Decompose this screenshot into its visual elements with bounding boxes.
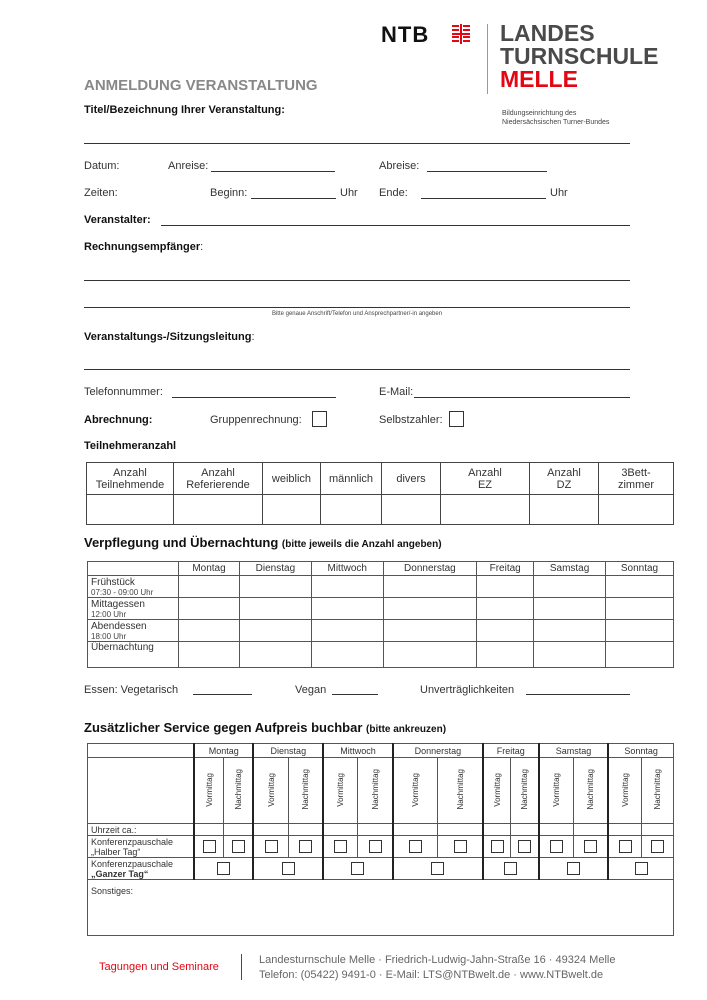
uhrzeit-label: Uhrzeit ca.: [88,824,195,836]
col-anzahl-referierende: Anzahl Referierende [174,463,263,495]
cell [288,836,323,858]
service-day-header: Dienstag [253,744,323,758]
service-corner-2 [88,758,195,824]
cell[interactable] [194,824,224,836]
halber-tag-checkbox[interactable] [550,840,563,853]
cell[interactable] [224,824,254,836]
participants-header-row [87,463,674,495]
teilnehmeranzahl-label: Teilnehmeranzahl [84,440,177,452]
footer-contact-line: Telefon: (05422) 9491-0 · E-Mail: LTS@NTBwelt.de · www.NTBwelt.de [259,969,604,981]
meals-row-abendessen [88,620,674,642]
leitung-label-text: Veranstaltungs-/Sitzungsleitung [84,331,252,343]
cell [608,836,641,858]
cell[interactable] [263,495,321,525]
cell[interactable] [323,824,358,836]
col-weiblich: weiblich [263,463,321,495]
nachmittag-header: Nachmittag [438,758,483,824]
service-ganzer-tag-row [88,858,674,880]
cell[interactable] [606,642,674,668]
vormittag-header: Vormittag [194,758,224,824]
cell[interactable] [311,620,383,642]
meals-table [87,561,674,668]
vegan-label: Vegan [295,684,327,696]
meals-corner [88,562,179,576]
cell [224,836,254,858]
sonstiges-field[interactable] [88,880,674,936]
ganzer-tag-checkbox[interactable] [282,862,295,875]
halber-tag-checkbox[interactable] [584,840,597,853]
halber-tag-checkbox[interactable] [265,840,278,853]
meals-row-uebernachtung [88,642,674,668]
halber-tag-checkbox[interactable] [369,840,382,853]
meal-label: Mittagessen 12:00 Uhr [88,598,179,620]
cell[interactable] [441,495,530,525]
cell [323,858,393,880]
cell[interactable] [477,598,534,620]
cell[interactable] [311,642,383,668]
rechnung-label [84,241,203,253]
cell [253,836,288,858]
cell [438,836,483,858]
nachmittag-header: Nachmittag [574,758,609,824]
meal-label: Frühstück 07:30 - 09:00 Uhr [88,576,179,598]
cell[interactable] [574,824,609,836]
cell[interactable] [383,598,477,620]
subtitle-line-2: Niedersächsischen Turner-Bundes [502,119,610,126]
vormittag-header: Vormittag [608,758,641,824]
brand-name [500,22,658,91]
brand-line-3: MELLE [500,66,578,92]
cell[interactable] [641,824,673,836]
cell [253,858,323,880]
meals-header-row [88,562,674,576]
cell[interactable] [483,824,511,836]
ganzer-tag-checkbox[interactable] [217,862,230,875]
service-corner [88,744,195,758]
rechnung-label-text: Rechnungsempfänger [84,241,201,253]
cell [511,836,539,858]
col-anzahl-dz: Anzahl DZ [530,463,599,495]
cell[interactable] [239,642,311,668]
datum-label: Datum: [84,160,120,172]
beginn-label: Beginn: [210,187,248,199]
halber-tag-label: Konferenzpauschale „Halber Tag“ [88,836,195,858]
telefon-field[interactable] [172,397,336,398]
uhr-label-2: Uhr [550,187,568,199]
cell [483,836,511,858]
vegan-field[interactable] [332,694,378,695]
gruppenrechnung-label: Gruppenrechnung: [210,414,302,426]
halber-tag-checkbox[interactable] [651,840,664,853]
ntb-emblem-icon [452,24,470,44]
footer-address [259,953,615,983]
cell[interactable] [311,598,383,620]
anreise-label: Anreise: [168,160,209,172]
veranstalter-label: Veranstalter: [84,214,151,226]
meals-day-header: Montag [179,562,240,576]
page-title: ANMELDUNG VERANSTALTUNG [84,77,318,94]
cell[interactable] [511,824,539,836]
halber-tag-checkbox[interactable] [518,840,531,853]
vormittag-header: Vormittag [393,758,438,824]
veranstalter-field[interactable] [161,225,630,226]
abrechnung-label: Abrechnung: [84,414,153,426]
cell[interactable] [393,824,438,836]
meals-heading [84,535,442,550]
cell[interactable] [534,642,606,668]
abreise-field[interactable] [427,171,547,172]
halber-tag-checkbox[interactable] [454,840,467,853]
telefon-label: Telefonnummer: [84,386,163,398]
footer-divider [241,954,242,980]
cell[interactable] [239,576,311,598]
ganzer-tag-checkbox[interactable] [567,862,580,875]
cell[interactable] [358,824,393,836]
unvertraeglichkeiten-label: Unverträglichkeiten [420,684,515,696]
uhr-label-1: Uhr [340,187,358,199]
ganzer-tag-checkbox[interactable] [635,862,648,875]
cell [641,836,673,858]
vegetarisch-field[interactable] [193,694,252,695]
nachmittag-header: Nachmittag [288,758,323,824]
halber-tag-checkbox[interactable] [409,840,422,853]
cell[interactable] [321,495,382,525]
col-3bett: 3Bett- zimmer [599,463,674,495]
cell[interactable] [608,824,641,836]
ende-label: Ende: [379,187,408,199]
email-label: E-Mail: [379,386,414,398]
service-sonstiges-row [88,880,674,936]
selbstzahler-label: Selbstzahler: [379,414,443,426]
service-day-row [88,744,674,758]
cell[interactable] [87,495,174,525]
anreise-field[interactable] [211,171,335,172]
cell[interactable] [179,598,240,620]
cell [393,858,483,880]
ganzer-tag-label: Konferenzpauschale „Ganzer Tag“ [88,858,195,880]
cell[interactable] [383,642,477,668]
logo-divider [487,24,488,94]
vormittag-header: Vormittag [253,758,288,824]
nachmittag-header: Nachmittag [358,758,393,824]
leitung-colon: : [251,331,255,343]
cell [194,858,253,880]
vormittag-header: Vormittag [539,758,574,824]
cell [358,836,393,858]
cell[interactable] [239,620,311,642]
cell[interactable] [239,598,311,620]
meals-row-fruehstueck [88,576,674,598]
col-anzahl-ez: Anzahl EZ [441,463,530,495]
cell[interactable] [534,598,606,620]
cell[interactable] [288,824,323,836]
halber-tag-checkbox[interactable] [334,840,347,853]
meal-label: Übernachtung [88,642,179,668]
cell [483,858,539,880]
cell[interactable] [382,495,441,525]
cell [608,858,673,880]
service-day-header: Montag [194,744,253,758]
cell[interactable] [534,576,606,598]
ende-field[interactable] [421,198,546,199]
meals-day-header: Sonntag [606,562,674,576]
cell [539,858,609,880]
cell[interactable] [477,620,534,642]
service-day-header: Sonntag [608,744,673,758]
meals-day-header: Mittwoch [311,562,383,576]
selbstzahler-checkbox[interactable] [449,411,464,427]
cell[interactable] [530,495,599,525]
rechnung-hint: Bitte genaue Anschrift/Telefon und Ansprechpartner/-in angeben [271,311,443,317]
ganzer-tag-checkbox[interactable] [431,862,444,875]
cell [323,836,358,858]
service-day-header: Samstag [539,744,609,758]
unvertraeglichkeiten-field[interactable] [526,694,630,695]
service-day-header: Freitag [483,744,539,758]
meals-row-mittagessen [88,598,674,620]
cell[interactable] [383,576,477,598]
cell[interactable] [477,576,534,598]
meals-day-header: Samstag [534,562,606,576]
meal-label: Abendessen 18:00 Uhr [88,620,179,642]
cell [574,836,609,858]
nachmittag-header: Nachmittag [511,758,539,824]
nachmittag-header: Nachmittag [641,758,673,824]
vegetarisch-label: Essen: Vegetarisch [84,684,179,696]
service-uhrzeit-row [88,824,674,836]
service-day-header: Mittwoch [323,744,393,758]
cell[interactable] [606,598,674,620]
meals-heading-text: Verpflegung und Übernachtung [84,535,279,550]
cell [194,836,224,858]
col-maennlich: männlich [321,463,382,495]
meals-day-header: Donnerstag [383,562,477,576]
meals-heading-note: (bitte jeweils die Anzahl angeben) [281,539,442,550]
cell[interactable] [606,576,674,598]
event-title-field[interactable] [84,143,630,144]
rechnung-field-2[interactable] [84,307,630,308]
service-period-row [88,758,674,824]
sonstiges-label: Sonstiges: [91,886,134,896]
cell[interactable] [539,824,574,836]
participants-table [86,462,674,525]
service-heading-note: (bitte ankreuzen) [366,724,447,735]
leitung-field[interactable] [84,369,630,370]
footer-address-line: Landesturnschule Melle · Friedrich-Ludwig-Jahn-Straße 16 · 49324 Melle [259,954,616,966]
col-anzahl-teilnehmende: Anzahl Teilnehmende [87,463,174,495]
halber-tag-checkbox[interactable] [619,840,632,853]
halber-tag-checkbox[interactable] [232,840,245,853]
cell[interactable] [253,824,288,836]
subtitle-line-1: Bildungseinrichtung des [502,110,577,117]
halber-tag-checkbox[interactable] [203,840,216,853]
ganzer-tag-checkbox[interactable] [351,862,364,875]
service-halber-tag-row [88,836,674,858]
cell [539,836,574,858]
cell[interactable] [179,642,240,668]
service-day-header: Donnerstag [393,744,483,758]
cell [393,836,438,858]
nachmittag-header: Nachmittag [224,758,254,824]
participants-input-row[interactable] [87,495,674,525]
brand-subtitle [502,109,609,127]
beginn-field[interactable] [251,198,336,199]
cell[interactable] [383,620,477,642]
cell[interactable] [174,495,263,525]
service-heading-text: Zusätzlicher Service gegen Aufpreis buchbar [84,720,363,735]
event-title-label: Titel/Bezeichnung Ihrer Veranstaltung: [84,104,285,116]
zeiten-label: Zeiten: [84,187,118,199]
service-table [87,743,674,936]
ganzer-tag-checkbox[interactable] [504,862,517,875]
halber-tag-checkbox[interactable] [491,840,504,853]
meals-day-header: Dienstag [239,562,311,576]
halber-tag-checkbox[interactable] [299,840,312,853]
brand-line-1: LANDES [500,20,595,46]
vormittag-header: Vormittag [483,758,511,824]
cell[interactable] [606,620,674,642]
cell[interactable] [179,576,240,598]
rechnung-colon: : [200,241,204,253]
service-heading [84,720,446,735]
brand-line-2: TURNSCHULE [500,43,659,69]
gruppenrechnung-checkbox[interactable] [312,411,327,427]
cell[interactable] [179,620,240,642]
cell[interactable] [599,495,674,525]
ntb-logo: NTB [381,22,430,47]
rechnung-field-1[interactable] [84,280,630,281]
email-field[interactable] [414,397,630,398]
meals-day-header: Freitag [477,562,534,576]
footer-tagline: Tagungen und Seminare [99,961,219,973]
col-divers: divers [382,463,441,495]
cell[interactable] [534,620,606,642]
abreise-label: Abreise: [379,160,420,172]
cell[interactable] [477,642,534,668]
cell[interactable] [438,824,483,836]
vormittag-header: Vormittag [323,758,358,824]
leitung-label [84,331,255,343]
cell[interactable] [311,576,383,598]
